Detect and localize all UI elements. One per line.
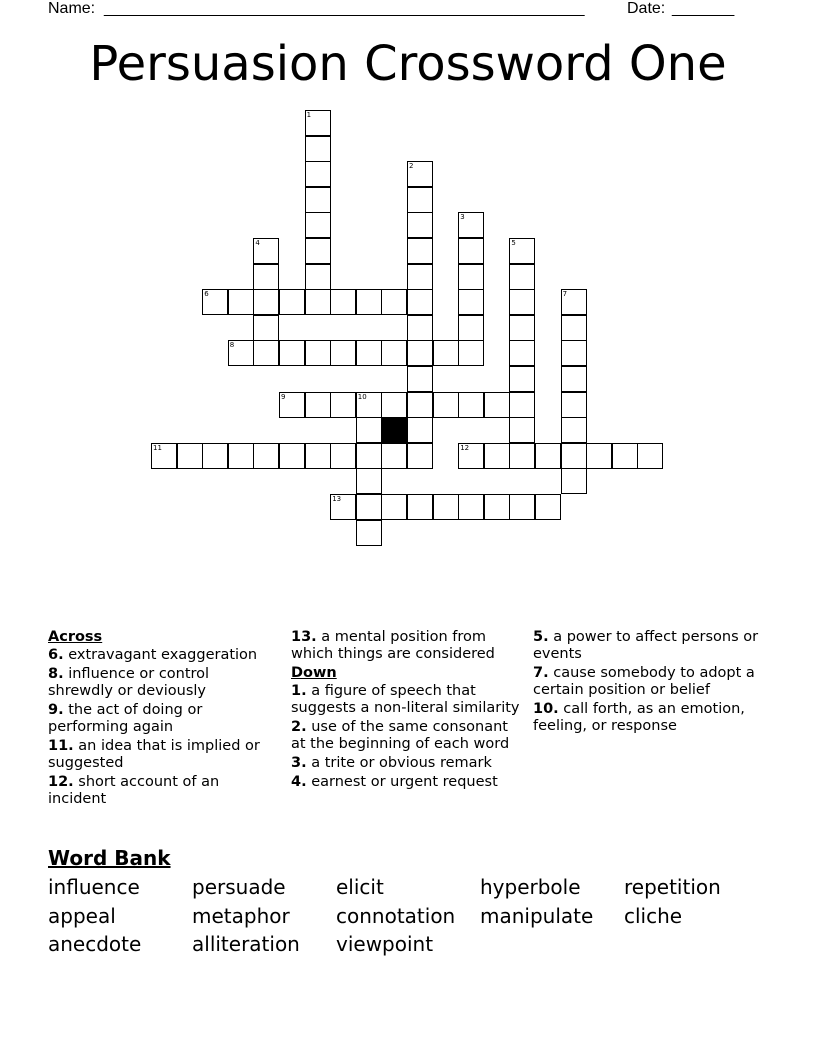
crossword-cell[interactable] bbox=[305, 443, 331, 469]
crossword-cell[interactable] bbox=[305, 187, 331, 213]
crossword-cell[interactable] bbox=[305, 110, 331, 136]
clue-text: a power to affect persons or events bbox=[533, 629, 759, 662]
crossword-cell[interactable] bbox=[228, 289, 254, 315]
crossword-cell[interactable] bbox=[330, 340, 356, 366]
crossword-cell[interactable] bbox=[407, 289, 433, 315]
crossword-cell[interactable] bbox=[356, 340, 382, 366]
crossword-cell[interactable] bbox=[407, 187, 433, 213]
clue-down-3 bbox=[291, 755, 521, 772]
clue-number: 7. bbox=[533, 665, 549, 681]
crossword-cell[interactable] bbox=[484, 443, 510, 469]
crossword-block bbox=[381, 417, 407, 443]
crossword-cell[interactable] bbox=[458, 264, 484, 290]
clue-text: call forth, as an emotion, feeling, or response bbox=[533, 701, 745, 734]
crossword-cell[interactable] bbox=[561, 443, 587, 469]
crossword-cell[interactable] bbox=[586, 443, 612, 469]
down-heading: Down bbox=[291, 665, 337, 681]
crossword-cell[interactable] bbox=[381, 392, 407, 418]
date-label: Date: bbox=[627, 0, 666, 17]
crossword-cell[interactable] bbox=[535, 494, 561, 520]
crossword-cell[interactable] bbox=[381, 340, 407, 366]
crossword-cell[interactable] bbox=[228, 340, 254, 366]
word-bank-item: elicit bbox=[336, 875, 384, 899]
clue-number-label: 9 bbox=[281, 392, 286, 401]
crossword-cell[interactable] bbox=[356, 443, 382, 469]
clue-number-label: 8 bbox=[229, 341, 235, 350]
clue-down-10 bbox=[533, 701, 763, 735]
word-bank-item: viewpoint bbox=[336, 932, 434, 956]
clue-number: 9. bbox=[48, 702, 64, 718]
clue-number: 4. bbox=[291, 774, 307, 790]
crossword-cell[interactable] bbox=[305, 392, 331, 418]
crossword-cell[interactable] bbox=[330, 443, 356, 469]
crossword-cell[interactable] bbox=[356, 392, 382, 418]
crossword-cell[interactable] bbox=[253, 238, 279, 264]
crossword-cell[interactable] bbox=[279, 392, 305, 418]
clue-text: earnest or urgent request bbox=[311, 774, 498, 790]
clues-section bbox=[48, 629, 768, 839]
crossword-cell[interactable] bbox=[330, 392, 356, 418]
crossword-cell[interactable] bbox=[407, 417, 433, 443]
crossword-cell[interactable] bbox=[458, 443, 484, 469]
crossword-cell[interactable] bbox=[279, 289, 305, 315]
clue-text: a mental position from which things are considered bbox=[291, 629, 495, 662]
crossword-cell[interactable] bbox=[509, 392, 535, 418]
clue-across-8 bbox=[48, 666, 278, 700]
crossword-cell[interactable] bbox=[407, 340, 433, 366]
crossword-cell[interactable] bbox=[381, 289, 407, 315]
crossword-cell[interactable] bbox=[151, 443, 177, 469]
crossword-cell[interactable] bbox=[509, 340, 535, 366]
crossword-cell[interactable] bbox=[561, 315, 587, 341]
clue-number: 10. bbox=[533, 701, 559, 717]
clue-number-label: 10 bbox=[357, 392, 367, 401]
clue-number: 11. bbox=[48, 738, 74, 754]
crossword-cell[interactable] bbox=[509, 238, 535, 264]
clue-number: 5. bbox=[533, 629, 549, 645]
crossword-cell[interactable] bbox=[305, 161, 331, 187]
crossword-cell[interactable] bbox=[253, 264, 279, 290]
crossword-cell[interactable] bbox=[407, 366, 433, 392]
clue-across-13 bbox=[291, 629, 521, 663]
crossword-cell[interactable] bbox=[484, 392, 510, 418]
crossword-cell[interactable] bbox=[279, 340, 305, 366]
crossword-cell[interactable] bbox=[458, 238, 484, 264]
clue-across-6 bbox=[48, 647, 278, 664]
page-title: Persuasion Crossword One bbox=[89, 36, 727, 92]
clue-text: a trite or obvious remark bbox=[311, 755, 492, 771]
crossword-cell[interactable] bbox=[509, 417, 535, 443]
crossword-cell[interactable] bbox=[356, 468, 382, 494]
clue-column-3 bbox=[533, 629, 763, 737]
crossword-cell[interactable] bbox=[177, 443, 203, 469]
crossword-cell[interactable] bbox=[407, 315, 433, 341]
crossword-cell[interactable] bbox=[356, 417, 382, 443]
clue-down-1 bbox=[291, 683, 521, 717]
clue-number-label: 1 bbox=[306, 111, 312, 119]
word-bank-item: persuade bbox=[192, 875, 286, 899]
crossword-cell[interactable] bbox=[458, 289, 484, 315]
crossword-cell[interactable] bbox=[356, 520, 382, 546]
crossword-cell[interactable] bbox=[407, 392, 433, 418]
crossword-cell[interactable] bbox=[330, 494, 356, 520]
crossword-cell[interactable] bbox=[305, 264, 331, 290]
crossword-cell[interactable] bbox=[279, 443, 305, 469]
clue-across-9 bbox=[48, 702, 278, 736]
crossword-cell[interactable] bbox=[484, 494, 510, 520]
crossword-cell[interactable] bbox=[458, 494, 484, 520]
crossword-cell[interactable] bbox=[509, 289, 535, 315]
clue-text: influence or control shrewdly or deviously bbox=[48, 666, 210, 699]
word-bank-item: manipulate bbox=[480, 903, 594, 928]
word-bank-item: hyperbole bbox=[480, 875, 581, 899]
crossword-cell[interactable] bbox=[407, 161, 433, 187]
across-heading: Across bbox=[48, 629, 103, 645]
clue-number-label: 5 bbox=[511, 239, 516, 247]
clue-number-label: 12 bbox=[460, 443, 470, 452]
crossword-cell[interactable] bbox=[305, 212, 331, 238]
crossword-cell[interactable] bbox=[305, 238, 331, 264]
crossword-cell[interactable] bbox=[561, 289, 587, 315]
crossword-cell[interactable] bbox=[433, 392, 459, 418]
word-bank-item: connotation bbox=[336, 903, 456, 928]
crossword-cell[interactable] bbox=[458, 315, 484, 341]
crossword-cell[interactable] bbox=[356, 289, 382, 315]
crossword-cell[interactable] bbox=[305, 136, 331, 162]
crossword-cell[interactable] bbox=[305, 340, 331, 366]
clue-text: an idea that is implied or suggested bbox=[48, 738, 260, 771]
crossword-cell[interactable] bbox=[253, 340, 279, 366]
word-bank-item: metaphor bbox=[192, 903, 290, 928]
clue-text: short account of an incident bbox=[48, 774, 220, 807]
crossword-cell[interactable] bbox=[561, 417, 587, 443]
word-bank-heading: Word Bank bbox=[48, 846, 171, 870]
crossword-cell[interactable] bbox=[253, 315, 279, 341]
crossword-cell[interactable] bbox=[637, 443, 663, 469]
clue-text: extravagant exaggeration bbox=[68, 647, 258, 663]
crossword-cell[interactable] bbox=[561, 392, 587, 418]
crossword-cell[interactable] bbox=[253, 443, 279, 469]
crossword-cell[interactable] bbox=[509, 494, 535, 520]
word-bank-item: cliche bbox=[624, 903, 683, 928]
clue-text: use of the same consonant at the beginning of each word bbox=[291, 719, 510, 752]
crossword-cell[interactable] bbox=[509, 366, 535, 392]
crossword-cell[interactable] bbox=[509, 264, 535, 290]
crossword-cell[interactable] bbox=[458, 392, 484, 418]
crossword-cell[interactable] bbox=[356, 494, 382, 520]
clue-column-1 bbox=[48, 629, 278, 810]
crossword-cell[interactable] bbox=[381, 443, 407, 469]
crossword-cell[interactable] bbox=[305, 289, 331, 315]
clue-across-12 bbox=[48, 774, 278, 808]
clue-down-2 bbox=[291, 719, 521, 753]
crossword-cell[interactable] bbox=[407, 238, 433, 264]
crossword-cell[interactable] bbox=[561, 366, 587, 392]
clue-number: 3. bbox=[291, 755, 307, 771]
clue-across-11 bbox=[48, 738, 278, 772]
clue-number-label: 13 bbox=[332, 495, 342, 503]
crossword-cell[interactable] bbox=[228, 443, 254, 469]
clue-number: 2. bbox=[291, 719, 307, 735]
word-bank-item: influence bbox=[48, 875, 140, 899]
crossword-cell[interactable] bbox=[458, 212, 484, 238]
crossword-cell[interactable] bbox=[509, 443, 535, 469]
crossword-cell[interactable] bbox=[407, 212, 433, 238]
date-blank[interactable]: _______ bbox=[672, 0, 735, 17]
word-bank-item: alliteration bbox=[192, 932, 300, 956]
clue-number-label: 7 bbox=[562, 290, 568, 299]
word-bank-item: anecdote bbox=[48, 932, 142, 956]
word-bank-item: appeal bbox=[48, 903, 116, 928]
crossword-cell[interactable] bbox=[433, 340, 459, 366]
word-bank-item: repetition bbox=[624, 875, 721, 899]
clue-down-4 bbox=[291, 774, 521, 791]
clue-text: a figure of speech that suggests a non-literal similarity bbox=[291, 683, 520, 716]
crossword-cell[interactable] bbox=[433, 494, 459, 520]
clue-number-label: 4 bbox=[255, 239, 260, 247]
clue-number: 6. bbox=[48, 647, 64, 663]
crossword-cell[interactable] bbox=[381, 494, 407, 520]
crossword-cell[interactable] bbox=[561, 468, 587, 494]
crossword-cell[interactable] bbox=[202, 289, 228, 315]
crossword-cell[interactable] bbox=[509, 315, 535, 341]
clue-text: the act of doing or performing again bbox=[48, 702, 203, 735]
clue-number-label: 11 bbox=[153, 443, 162, 452]
crossword-cell[interactable] bbox=[407, 443, 433, 469]
clue-number-label: 6 bbox=[204, 290, 209, 299]
clue-text: cause somebody to adopt a certain position or belief bbox=[533, 665, 755, 698]
crossword-cell[interactable] bbox=[202, 443, 228, 469]
clue-column-2 bbox=[291, 629, 521, 793]
name-label: Name: bbox=[48, 0, 96, 17]
clue-number: 8. bbox=[48, 666, 64, 682]
clue-number: 1. bbox=[291, 683, 307, 699]
clue-number: 13. bbox=[291, 629, 317, 645]
clue-down-5 bbox=[533, 629, 763, 663]
clue-down-7 bbox=[533, 665, 763, 699]
crossword-cell[interactable] bbox=[535, 443, 561, 469]
crossword-cell[interactable] bbox=[407, 494, 433, 520]
crossword-cell[interactable] bbox=[330, 289, 356, 315]
clue-number: 12. bbox=[48, 774, 74, 790]
clue-number-label: 2 bbox=[409, 162, 414, 171]
crossword-cell[interactable] bbox=[612, 443, 638, 469]
clue-number-label: 3 bbox=[460, 213, 465, 222]
crossword-cell[interactable] bbox=[407, 264, 433, 290]
crossword-cell[interactable] bbox=[253, 289, 279, 315]
crossword-cell[interactable] bbox=[561, 340, 587, 366]
crossword-cell[interactable] bbox=[458, 340, 484, 366]
name-blank[interactable]: ______________________________________________________ bbox=[104, 0, 585, 17]
